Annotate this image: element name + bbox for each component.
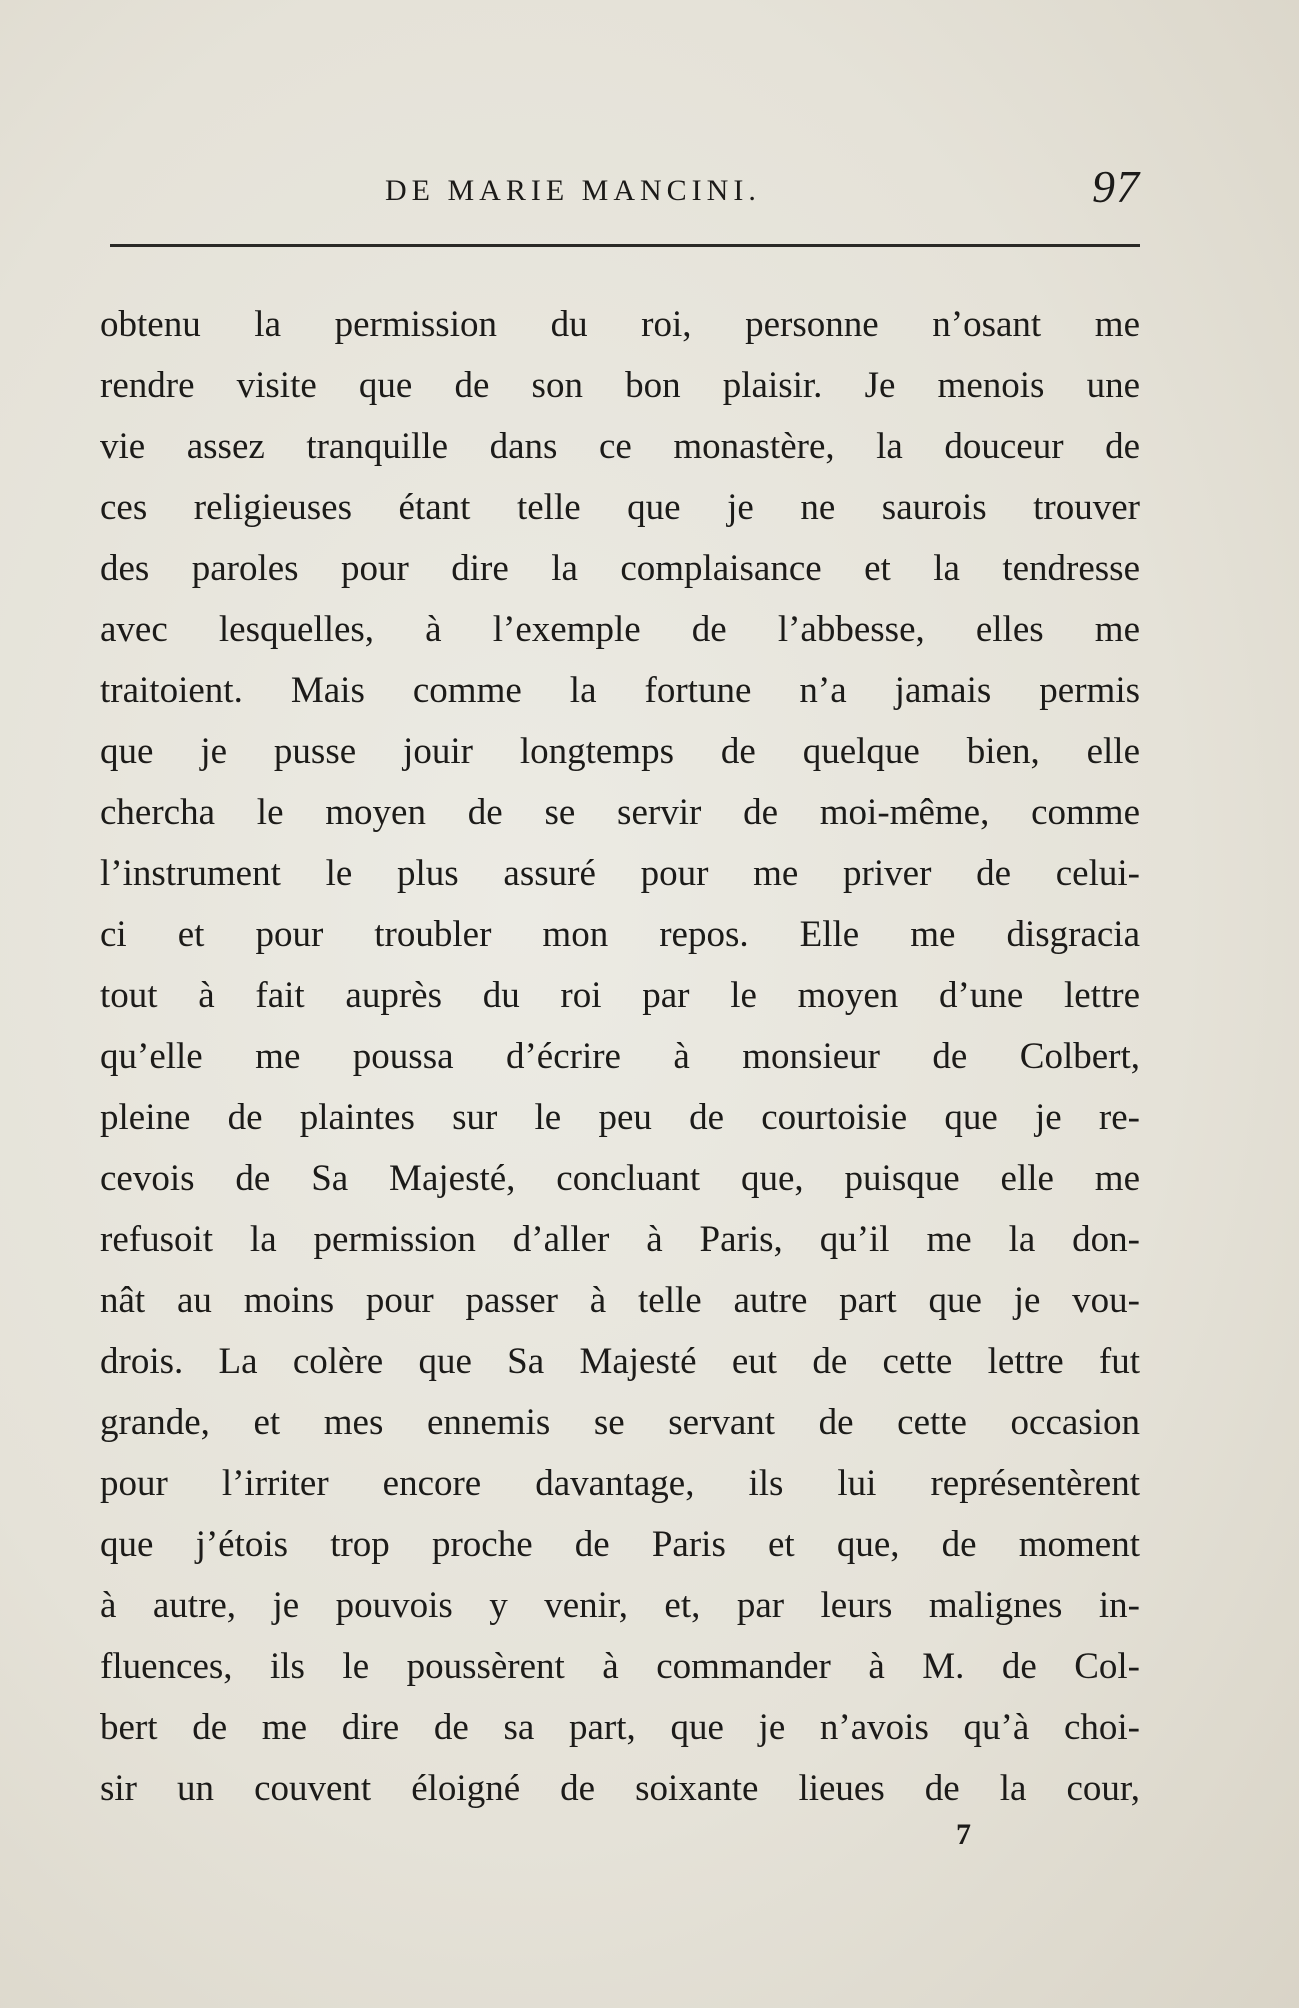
page-number: 97 — [1092, 161, 1140, 212]
running-title: DE MARIE MANCINI. — [385, 174, 761, 207]
text-line: qu’elle me poussa d’écrire à monsieur de Colbert, — [100, 1036, 1140, 1077]
text-line: ces religieuses étant telle que je ne saurois trouver — [100, 487, 1140, 528]
text-line: que j’étois trop proche de Paris et que, de moment — [100, 1524, 1140, 1565]
signature-mark: 7 — [956, 1818, 971, 1851]
text-line: obtenu la permission du roi, personne n’osant me — [100, 304, 1140, 345]
text-line: bert de me dire de sa part, que je n’avois qu’à choi- — [100, 1707, 1140, 1748]
text-line: nât au moins pour passer à telle autre part que je vou- — [100, 1280, 1140, 1321]
text-line: grande, et mes ennemis se servant de cette occasion — [100, 1402, 1140, 1443]
text-line: tout à fait auprès du roi par le moyen d’une lettre — [100, 975, 1140, 1016]
text-line: que je pusse jouir longtemps de quelque bien, elle — [100, 731, 1140, 772]
text-line: fluences, ils le poussèrent à commander à M. de Col- — [100, 1646, 1140, 1687]
body-text — [100, 294, 1140, 1819]
text-line: avec lesquelles, à l’exemple de l’abbesse, elles me — [100, 609, 1140, 650]
text-line: cevois de Sa Majesté, concluant que, puisque elle me — [100, 1158, 1140, 1199]
text-line: des paroles pour dire la complaisance et la tendresse — [100, 548, 1140, 589]
header-rule — [110, 244, 1140, 247]
text-line: drois. La colère que Sa Majesté eut de cette lettre fut — [100, 1341, 1140, 1382]
text-line: traitoient. Mais comme la fortune n’a jamais permis — [100, 670, 1140, 711]
text-line: pour l’irriter encore davantage, ils lui représentèrent — [100, 1463, 1140, 1504]
text-line: pleine de plaintes sur le peu de courtoisie que je re- — [100, 1097, 1140, 1138]
text-line: à autre, je pouvois y venir, et, par leurs malignes in- — [100, 1585, 1140, 1626]
text-line: refusoit la permission d’aller à Paris, qu’il me la don- — [100, 1219, 1140, 1260]
text-line: ci et pour troubler mon repos. Elle me disgracia — [100, 914, 1140, 955]
text-line: chercha le moyen de se servir de moi-même, comme — [100, 792, 1140, 833]
text-line: l’instrument le plus assuré pour me priver de celui- — [100, 853, 1140, 894]
text-line: sir un couvent éloigné de soixante lieues de la cour, — [100, 1768, 1140, 1809]
text-line: rendre visite que de son bon plaisir. Je menois une — [100, 365, 1140, 406]
text-line: vie assez tranquille dans ce monastère, la douceur de — [100, 426, 1140, 467]
page-header — [100, 160, 1140, 220]
